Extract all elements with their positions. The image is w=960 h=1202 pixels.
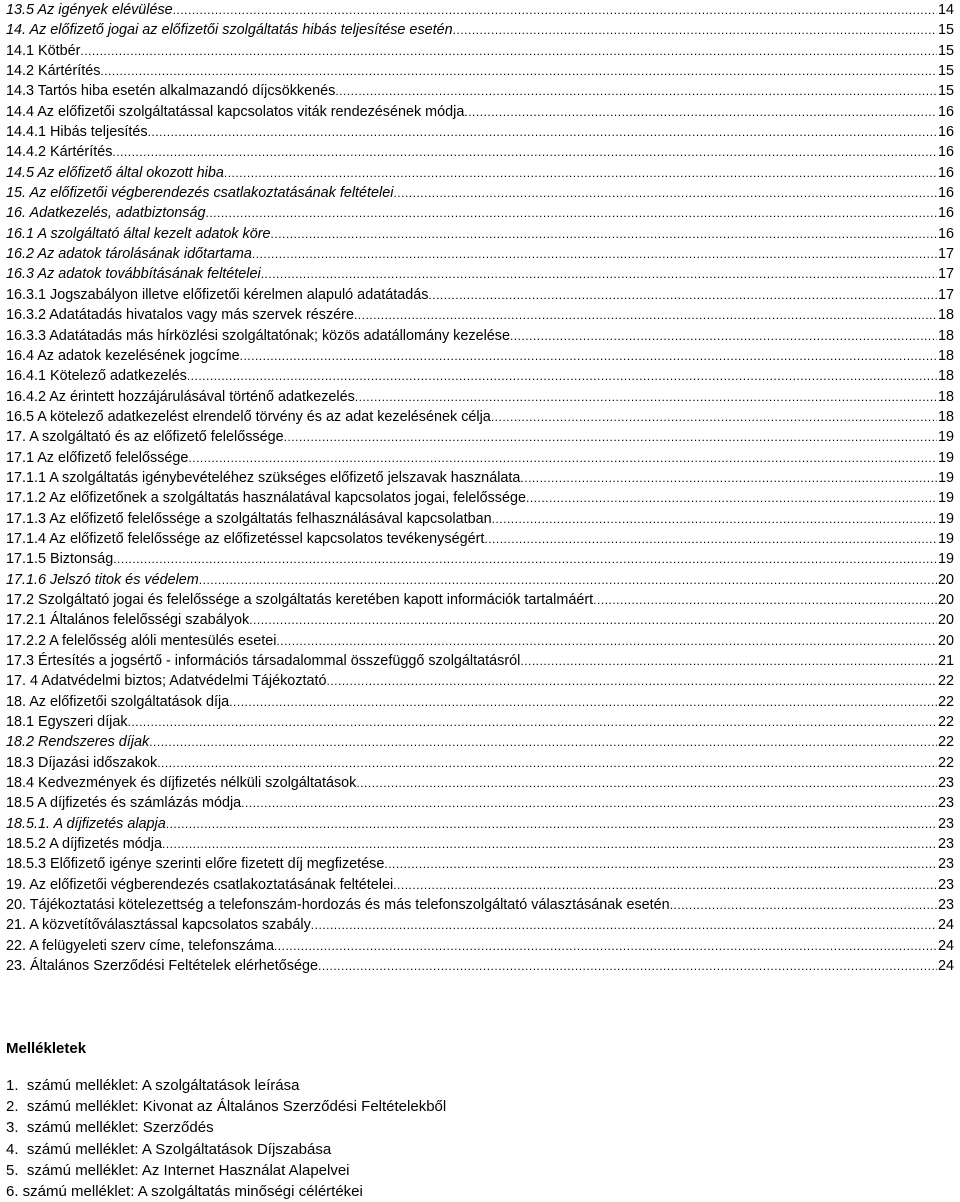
toc-entry-title: 14. Az előfizető jogai az előfizetői szolgáltatás hibás teljesítése esetén <box>6 22 453 39</box>
toc-entry-title: 17.1.4 Az előfizető felelőssége az előfizetéssel kapcsolatos tevékenységért <box>6 530 485 547</box>
toc-entry[interactable] <box>6 81 954 101</box>
annex-item: 4. számú melléklet: A Szolgáltatások Díjszabása <box>6 1140 332 1158</box>
toc-dot-leader <box>593 590 937 610</box>
toc-entry-page-number: 17 <box>937 286 954 303</box>
toc-dot-leader <box>240 346 937 366</box>
toc-entry[interactable] <box>6 326 954 346</box>
toc-entry-page-number: 18 <box>937 368 954 385</box>
toc-entry[interactable] <box>6 407 954 427</box>
toc-entry-title: 14.1 Kötbér <box>6 42 81 59</box>
toc-entry-title: 17.2.1 Általános felelősségi szabályok <box>6 612 250 629</box>
toc-dot-leader <box>484 529 937 549</box>
toc-entry[interactable] <box>6 20 954 40</box>
toc-entry-page-number: 20 <box>937 632 954 649</box>
toc-entry-title: 17.3 Értesítés a jogsértő - információs társadalommal összefüggő szolgáltatásról <box>6 653 521 669</box>
toc-entry[interactable] <box>6 651 954 671</box>
toc-entry[interactable] <box>6 285 954 305</box>
toc-entry[interactable] <box>6 875 954 895</box>
toc-entry-page-number: 24 <box>937 917 954 934</box>
toc-entry[interactable] <box>6 509 954 529</box>
toc-dot-leader <box>335 81 937 101</box>
toc-entry-page-number: 18 <box>937 347 954 364</box>
toc-dot-leader <box>199 570 937 590</box>
toc-entry-title: 16.4.2 Az érintett hozzájárulásával történő adatkezelés <box>6 388 355 405</box>
toc-entry-title: 23. Általános Szerződési Feltételek elérhetősége <box>6 958 318 975</box>
toc-entry-page-number: 16 <box>937 124 954 141</box>
toc-entry[interactable] <box>6 488 954 508</box>
toc-dot-leader <box>276 631 937 651</box>
toc-entry[interactable] <box>6 183 954 203</box>
toc-entry-title: 16.4.1 Kötelező adatkezelés <box>6 368 187 385</box>
toc-entry-page-number: 19 <box>937 490 954 507</box>
annexes-heading: Mellékletek <box>6 1040 87 1057</box>
toc-entry-title: 17. 4 Adatvédelmi biztos; Adatvédelmi Tájékoztató <box>6 673 327 690</box>
annex-item: 5. számú melléklet: Az Internet Használat Alapelvei <box>6 1161 350 1179</box>
toc-entry[interactable] <box>6 264 954 284</box>
toc-dot-leader <box>492 509 937 529</box>
toc-dot-leader <box>173 0 937 20</box>
toc-entry[interactable] <box>6 753 954 773</box>
toc-dot-leader <box>491 407 937 427</box>
toc-entry[interactable] <box>6 163 954 183</box>
toc-dot-leader <box>149 732 937 752</box>
toc-entry-title: 18.5 A díjfizetés és számlázás módja <box>6 795 242 812</box>
toc-entry-title: 18.1 Egyszeri díjak <box>6 714 128 731</box>
toc-entry[interactable] <box>6 915 954 935</box>
toc-entry[interactable] <box>6 102 954 122</box>
toc-entry-title: 14.5 Az előfizető által okozott hiba <box>6 164 224 181</box>
toc-entry[interactable] <box>6 305 954 325</box>
toc-dot-leader <box>241 793 937 813</box>
toc-entry-page-number: 20 <box>937 571 954 588</box>
toc-dot-leader <box>252 244 937 264</box>
toc-dot-leader <box>274 936 937 956</box>
toc-entry-title: 18.2 Rendszeres díjak <box>6 734 150 751</box>
annexes-list <box>6 1075 446 1202</box>
toc-entry[interactable] <box>6 854 954 874</box>
toc-entry-page-number: 19 <box>937 449 954 466</box>
toc-entry[interactable] <box>6 142 954 162</box>
toc-dot-leader <box>311 915 937 935</box>
toc-dot-leader <box>249 610 937 630</box>
toc-entry[interactable] <box>6 346 954 366</box>
toc-dot-leader <box>229 692 937 712</box>
toc-dot-leader <box>393 875 937 895</box>
toc-dot-leader <box>113 549 937 569</box>
toc-dot-leader <box>354 305 937 325</box>
toc-entry-title: 16. Adatkezelés, adatbiztonság <box>6 205 206 222</box>
toc-entry-page-number: 16 <box>937 164 954 181</box>
toc-entry-page-number: 23 <box>937 897 954 914</box>
toc-dot-leader <box>271 224 937 244</box>
toc-entry-page-number: 23 <box>937 775 954 792</box>
toc-entry[interactable] <box>6 712 954 732</box>
toc-entry-page-number: 19 <box>937 469 954 486</box>
toc-entry-title: 14.4 Az előfizetői szolgáltatással kapcsolatos viták rendezésének módja <box>6 103 465 120</box>
toc-dot-leader <box>384 854 937 874</box>
toc-dot-leader <box>510 326 937 346</box>
toc-entry[interactable] <box>6 834 954 854</box>
toc-entry-title: 16.2 Az adatok tárolásának időtartama <box>6 246 252 263</box>
toc-entry-title: 14.4.1 Hibás teljesítés <box>6 124 148 141</box>
toc-entry[interactable] <box>6 610 954 630</box>
toc-dot-leader <box>327 671 937 691</box>
toc-entry[interactable] <box>6 61 954 81</box>
toc-entry-page-number: 16 <box>937 185 954 202</box>
toc-dot-leader <box>112 142 937 162</box>
toc-dot-leader <box>128 712 937 732</box>
toc-dot-leader <box>453 20 937 40</box>
toc-entry-title: 17. A szolgáltató és az előfizető felelőssége <box>6 429 284 446</box>
toc-entry-page-number: 16 <box>937 144 954 161</box>
toc-dot-leader <box>393 183 937 203</box>
toc-entry-page-number: 15 <box>937 22 954 39</box>
toc-entry-page-number: 16 <box>937 103 954 120</box>
toc-entry[interactable] <box>6 814 954 834</box>
toc-entry-page-number: 21 <box>937 653 954 669</box>
toc-entry-page-number: 22 <box>937 673 954 690</box>
toc-entry-title: 20. Tájékoztatási kötelezettség a telefonszám-hordozás és más telefonszolgáltató választásának esetén <box>6 897 670 914</box>
toc-dot-leader <box>464 102 937 122</box>
toc-entry-page-number: 19 <box>937 551 954 568</box>
toc-entry-page-number: 24 <box>937 958 954 975</box>
toc-entry-title: 18.5.3 Előfizető igénye szerinti előre fizetett díj megfizetése <box>6 856 385 873</box>
toc-dot-leader <box>166 814 937 834</box>
toc-entry-title: 17.1.5 Biztonság <box>6 551 114 568</box>
toc-entry-title: 17.1.3 Az előfizető felelőssége a szolgáltatás felhasználásával kapcsolatban <box>6 510 492 527</box>
toc-entry[interactable] <box>6 203 954 223</box>
toc-entry-title: 14.2 Kártérítés <box>6 63 101 80</box>
toc-entry[interactable] <box>6 387 954 407</box>
toc-dot-leader <box>520 651 937 671</box>
toc-entry[interactable] <box>6 570 954 590</box>
toc-entry-title: 22. A felügyeleti szerv címe, telefonszáma <box>6 937 274 954</box>
toc-entry-page-number: 14 <box>937 2 954 18</box>
toc-entry-title: 17.1.2 Az előfizetőnek a szolgáltatás használatával kapcsolatos jogai, felelőssége <box>6 490 526 507</box>
toc-dot-leader <box>187 366 937 386</box>
toc-entry-title: 13.5 Az igények elévülése <box>6 2 173 18</box>
toc-entry-page-number: 18 <box>937 307 954 324</box>
toc-entry-title: 14.4.2 Kártérítés <box>6 144 113 161</box>
toc-entry-page-number: 20 <box>937 612 954 629</box>
toc-entry-page-number: 18 <box>937 388 954 405</box>
toc-entry-title: 17.2 Szolgáltató jogai és felelőssége a szolgáltatás keretében kapott információk tartalmáért <box>6 591 594 608</box>
toc-entry-page-number: 22 <box>937 693 954 710</box>
annex-item: 1. számú melléklet: A szolgáltatások leírása <box>6 1077 300 1094</box>
toc-dot-leader <box>355 387 937 407</box>
toc-entry[interactable] <box>6 671 954 691</box>
toc-entry[interactable] <box>6 366 954 386</box>
toc-entry-page-number: 23 <box>937 836 954 853</box>
toc-entry[interactable] <box>6 122 954 142</box>
toc-dot-leader <box>261 264 937 284</box>
toc-entry-title: 21. A közvetítőválasztással kapcsolatos szabály <box>6 917 311 934</box>
toc-entry-page-number: 16 <box>937 225 954 242</box>
toc-dot-leader <box>318 956 937 976</box>
toc-entry-title: 15. Az előfizetői végberendezés csatlakoztatásának feltételei <box>6 185 394 202</box>
toc-entry-title: 19. Az előfizetői végberendezés csatlakoztatásának feltételei <box>6 876 394 893</box>
toc-entry-title: 18. Az előfizetői szolgáltatások díja <box>6 693 230 710</box>
toc-dot-leader <box>157 753 937 773</box>
toc-entry-page-number: 22 <box>937 754 954 771</box>
toc-dot-leader <box>224 163 937 183</box>
toc-dot-leader <box>148 122 937 142</box>
toc-entry-page-number: 17 <box>937 246 954 263</box>
toc-entry-page-number: 20 <box>937 591 954 608</box>
toc-dot-leader <box>520 468 937 488</box>
toc-entry[interactable] <box>6 692 954 712</box>
toc-entry[interactable] <box>6 936 954 956</box>
toc-entry[interactable] <box>6 427 954 447</box>
annex-item: 2. számú melléklet: Kivonat az Általános Szerződési Feltételekből <box>6 1098 447 1116</box>
toc-entry-title: 17.1 Az előfizető felelőssége <box>6 449 189 466</box>
toc-entry-title: 16.3.2 Adatátadás hivatalos vagy más szervek részére <box>6 307 354 324</box>
toc-dot-leader <box>100 61 937 81</box>
toc-entry-page-number: 23 <box>937 815 954 832</box>
toc-entry-page-number: 15 <box>937 83 954 100</box>
toc-entry-title: 17.1.6 Jelszó titok és védelem <box>6 571 199 588</box>
toc-entry[interactable] <box>6 468 954 488</box>
toc-dot-leader <box>428 285 937 305</box>
annex-item: 6. számú melléklet: A szolgáltatás minőségi célértékei <box>6 1182 363 1200</box>
toc-entry[interactable] <box>6 590 954 610</box>
toc-entry[interactable] <box>6 224 954 244</box>
toc-entry-page-number: 22 <box>937 734 954 751</box>
toc-entry-title: 16.3 Az adatok továbbításának feltételei <box>6 266 261 283</box>
toc-entry[interactable] <box>6 793 954 813</box>
toc-entry-title: 17.2.2 A felelősség alóli mentesülés esetei <box>6 632 277 649</box>
toc-entry-page-number: 24 <box>937 937 954 954</box>
table-of-contents <box>6 0 954 977</box>
toc-dot-leader <box>356 773 937 793</box>
toc-entry[interactable] <box>6 0 954 20</box>
toc-entry-page-number: 19 <box>937 530 954 547</box>
toc-entry-title: 17.1.1 A szolgáltatás igénybevételéhez szükséges előfizető jelszavak használata <box>6 469 521 486</box>
toc-entry-page-number: 17 <box>937 266 954 283</box>
toc-entry-title: 18.3 Díjazási időszakok <box>6 754 158 771</box>
toc-dot-leader <box>80 41 937 61</box>
toc-entry-page-number: 15 <box>937 42 954 59</box>
toc-entry[interactable] <box>6 549 954 569</box>
toc-entry-page-number: 18 <box>937 408 954 425</box>
toc-entry[interactable] <box>6 448 954 468</box>
toc-dot-leader <box>188 448 937 468</box>
toc-entry-page-number: 16 <box>937 205 954 222</box>
toc-dot-leader <box>526 488 937 508</box>
toc-entry[interactable] <box>6 529 954 549</box>
toc-entry-title: 18.5.2 A díjfizetés módja <box>6 836 162 853</box>
toc-entry-title: 16.5 A kötelező adatkezelést elrendelő törvény és az adat kezelésének célja <box>6 408 491 425</box>
toc-entry-page-number: 19 <box>937 510 954 527</box>
toc-entry-page-number: 23 <box>937 876 954 893</box>
toc-entry-page-number: 23 <box>937 795 954 812</box>
toc-entry[interactable] <box>6 244 954 264</box>
toc-entry-title: 18.4 Kedvezmények és díjfizetés nélküli szolgáltatások <box>6 775 357 792</box>
toc-entry-title: 18.5.1. A díjfizetés alapja <box>6 815 166 832</box>
toc-dot-leader <box>162 834 937 854</box>
toc-entry-page-number: 15 <box>937 63 954 80</box>
toc-entry-page-number: 23 <box>937 856 954 873</box>
toc-entry-page-number: 19 <box>937 429 954 446</box>
annex-item: 3. számú melléklet: Szerződés <box>6 1119 214 1137</box>
toc-entry-page-number: 18 <box>937 327 954 344</box>
toc-entry-page-number: 22 <box>937 714 954 731</box>
toc-entry[interactable] <box>6 631 954 651</box>
toc-dot-leader <box>205 203 937 223</box>
toc-dot-leader <box>670 895 937 915</box>
toc-entry[interactable] <box>6 956 954 976</box>
toc-entry-title: 14.3 Tartós hiba esetén alkalmazandó díjcsökkenés <box>6 83 336 100</box>
toc-entry-title: 16.3.3 Adatátadás más hírközlési szolgáltatónak; közös adatállomány kezelése <box>6 327 510 344</box>
toc-entry-title: 16.1 A szolgáltató által kezelt adatok köre <box>6 225 271 242</box>
toc-entry-title: 16.3.1 Jogszabályon illetve előfizetői kérelmen alapuló adatátadás <box>6 286 429 303</box>
toc-entry[interactable] <box>6 895 954 915</box>
toc-dot-leader <box>284 427 937 447</box>
toc-entry-title: 16.4 Az adatok kezelésének jogcíme <box>6 347 240 364</box>
toc-entry[interactable] <box>6 773 954 793</box>
toc-entry[interactable] <box>6 41 954 61</box>
toc-entry[interactable] <box>6 732 954 752</box>
